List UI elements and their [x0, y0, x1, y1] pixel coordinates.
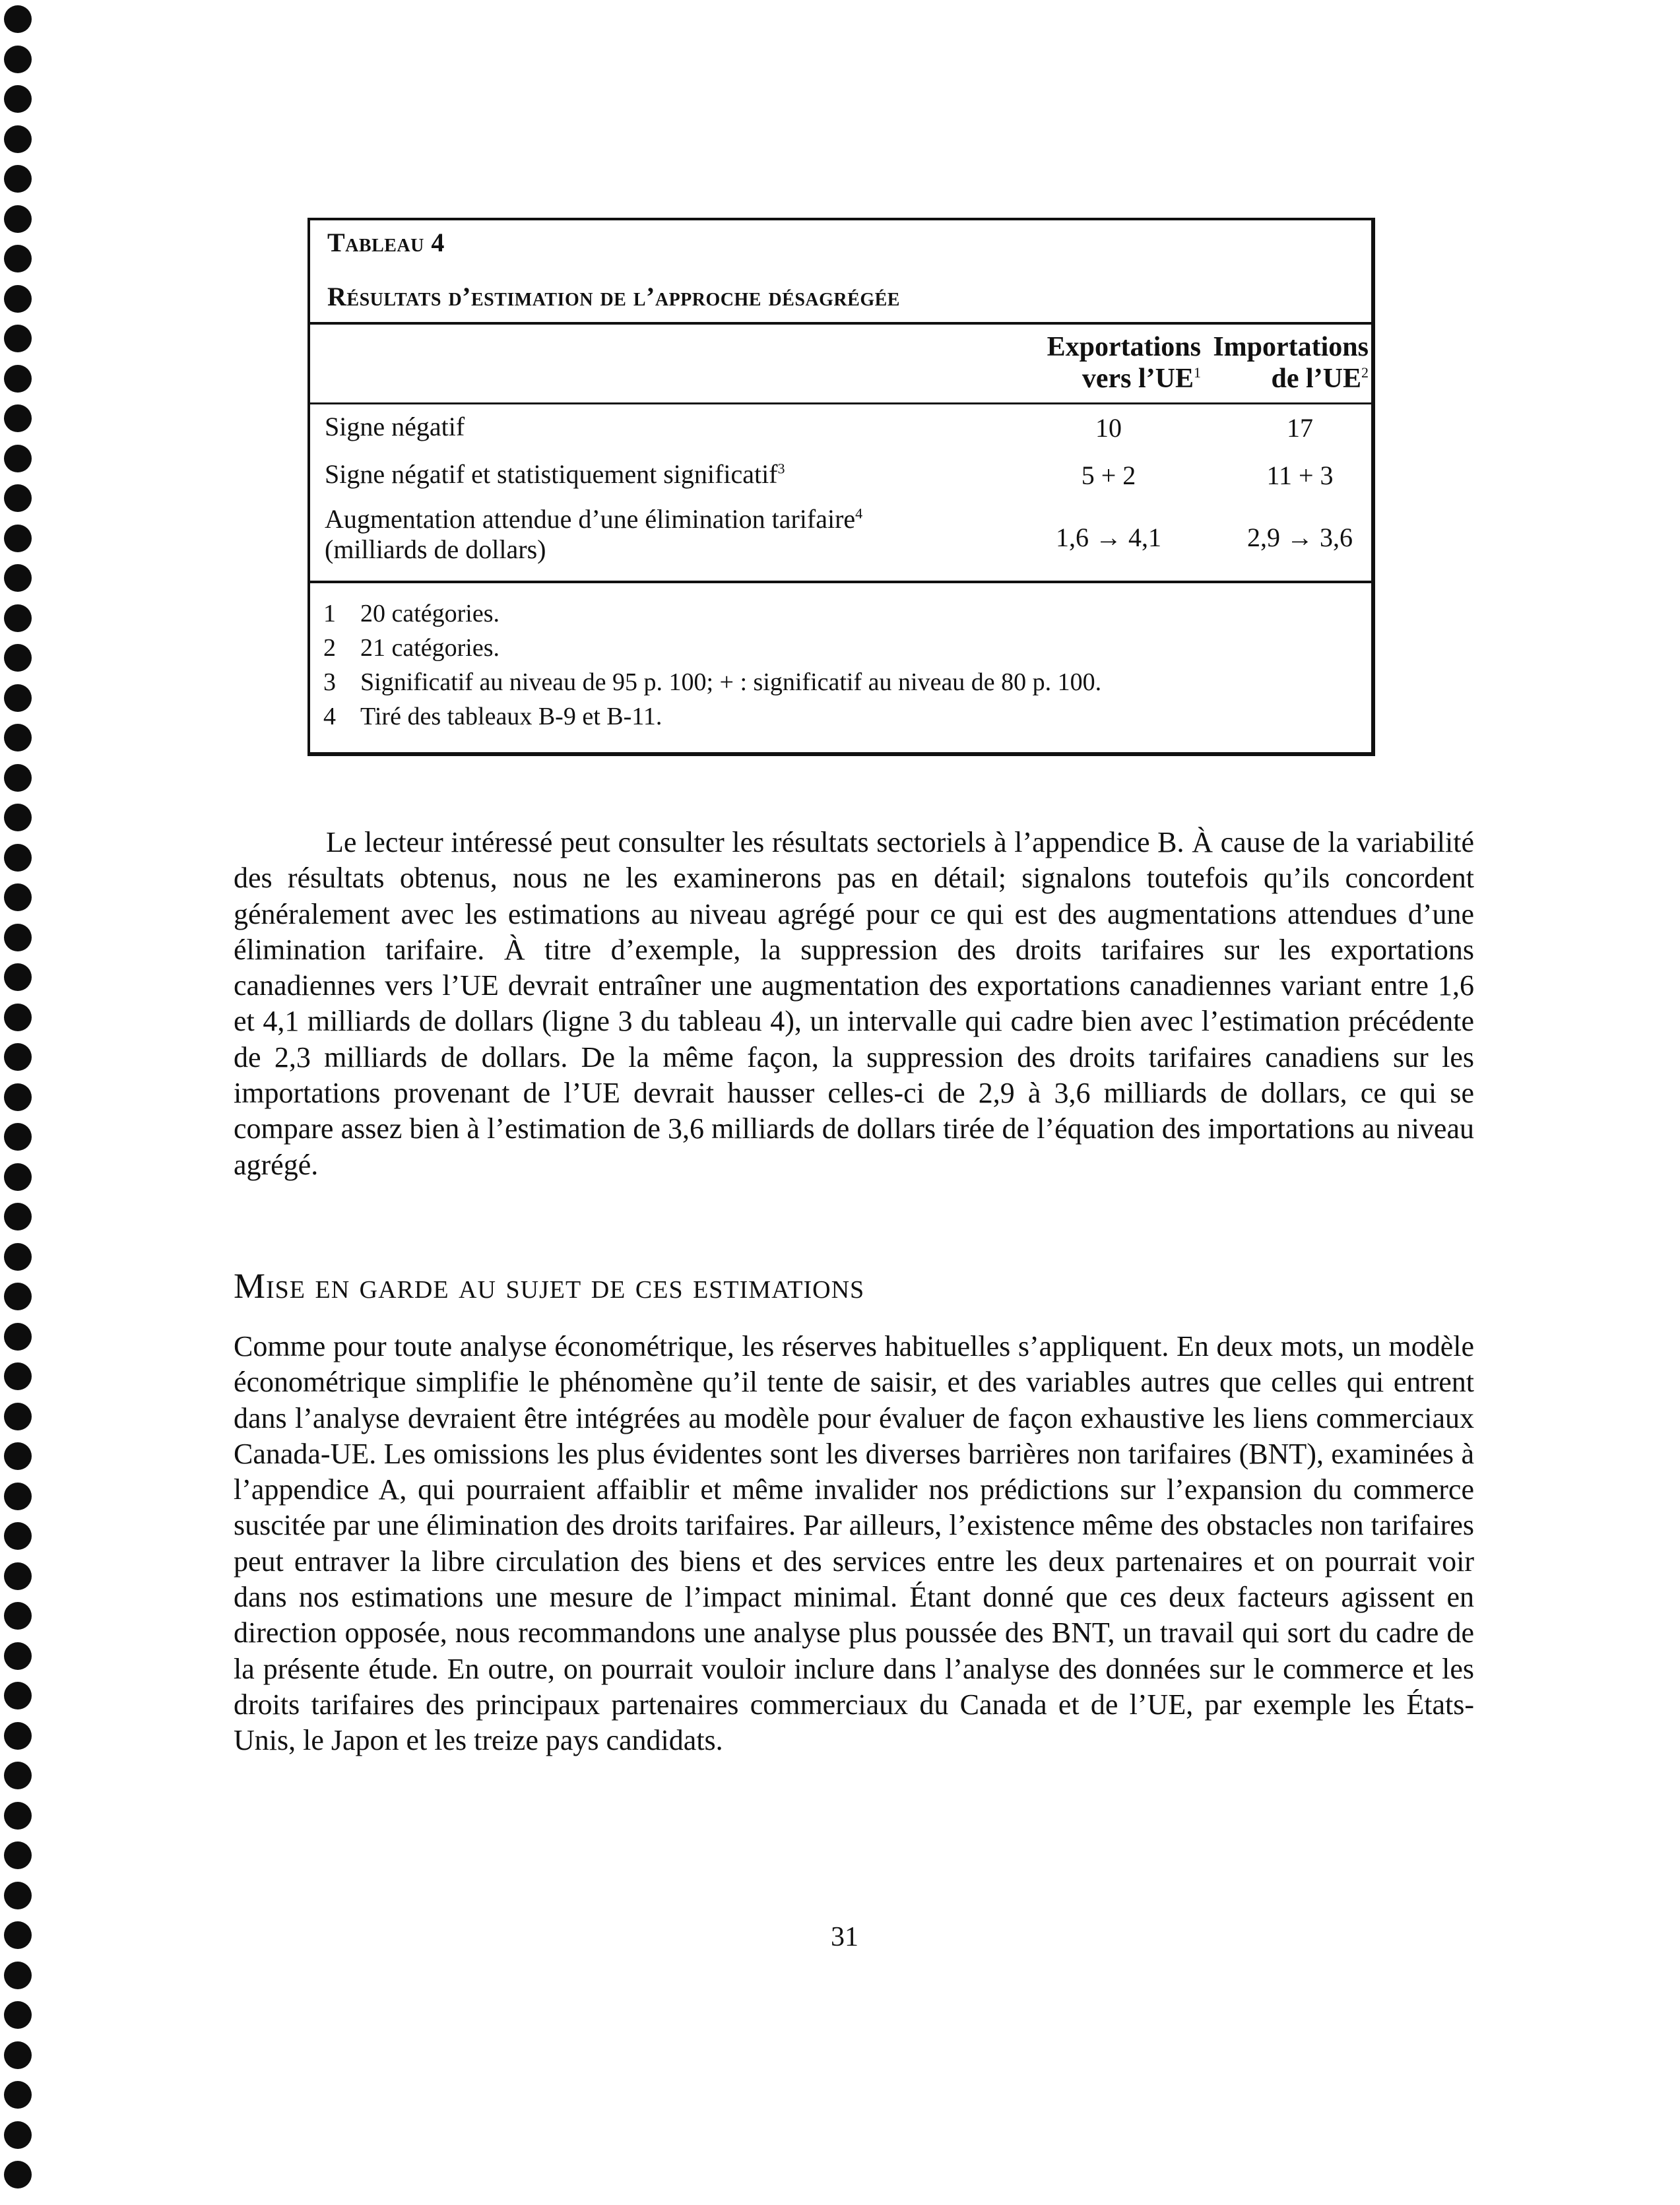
- footnote-ref: 3: [777, 460, 785, 477]
- column-header-exports-line1: Exportations: [1047, 332, 1201, 362]
- table-title: Résultats d’estimation de l’approche désagrégée: [327, 282, 900, 311]
- binding-hole: [4, 365, 32, 393]
- binding-hole: [4, 1362, 32, 1390]
- binding-hole: [4, 2001, 32, 2029]
- footnote-ref: 2: [1361, 364, 1369, 381]
- column-header-imports-line2: de l’UE: [1271, 364, 1361, 394]
- binding-hole: [4, 1283, 32, 1310]
- binding-hole: [4, 85, 32, 113]
- binding-hole: [4, 564, 32, 592]
- footnote-ref: 4: [855, 505, 863, 522]
- binding-hole: [4, 804, 32, 831]
- footnote: 1 20 catégories.: [323, 600, 500, 627]
- binding-hole: [4, 1203, 32, 1230]
- footnote: 4 Tiré des tableaux B-9 et B-11.: [323, 703, 662, 730]
- binding-hole: [4, 325, 32, 352]
- column-header-exports: [1010, 331, 1201, 395]
- table-rule: [310, 402, 1371, 404]
- table-row-label: Augmentation attendue d’une élimination tarifaire$^4$ (milliards de dollars): [325, 504, 863, 564]
- binding-hole: [4, 46, 32, 73]
- binding-hole: [4, 1043, 32, 1071]
- table-rule: [310, 581, 1371, 583]
- binding-hole: [4, 245, 32, 272]
- binding-hole: [4, 1562, 32, 1590]
- binding-hole: [4, 844, 32, 872]
- body-paragraph: Le lecteur intéressé peut consulter les résultats sectoriels à l’appendice B. À cause de la variabilité des résultats obtenus, nous ne les examinerons pas en détail; signalons toutefois qu’ils concordent généralement avec les estimations au niveau agrégé pour ce qui est des augmentations attendues d’une élimination tarifaire. À titre d’exemple, la suppression des droits tarifaires sur les exportations canadiennes vers l’UE devrait entraîner une augmentation des exportations canadiennes variant entre 1,6 et 4,1 milliards de dollars (ligne 3 du tableau 4), un intervalle qui cadre bien avec l’estimation précédente de 2,3 milliards de dollars. De la même façon, la suppression des droits tarifaires canadiens sur les importations provenant de l’UE devrait hausser celles-ci de 2,9 à 3,6 milliards de dollars, ce qui se compare assez bien à l’estimation de 3,6 milliards de dollars tirée de l’équation des importations au niveau agrégé.: [234, 826, 1474, 1181]
- table-cell-exports: 5 + 2: [1081, 461, 1136, 490]
- binding-hole: [4, 2161, 32, 2189]
- column-header-imports-line1: Importations: [1213, 332, 1369, 362]
- binding-hole: [4, 764, 32, 792]
- table-rule: [310, 322, 1371, 325]
- binding-hole: [4, 205, 32, 233]
- binding-hole: [4, 883, 32, 911]
- column-header-imports: [1208, 331, 1369, 395]
- binding-hole: [4, 2121, 32, 2149]
- binding-hole: [4, 2041, 32, 2069]
- binding-hole: [4, 1243, 32, 1271]
- binding-hole: [4, 684, 32, 712]
- binding-hole: [4, 1962, 32, 1989]
- binding-hole: [4, 125, 32, 153]
- page-number: 31: [831, 1922, 858, 1952]
- binding-hole: [4, 484, 32, 512]
- section-heading: Mise en garde au sujet de ces estimations: [234, 1266, 865, 1306]
- binding-hole: [4, 924, 32, 951]
- footnote: 2 21 catégories.: [323, 634, 500, 662]
- binding-hole: [4, 1841, 32, 1869]
- binding-hole: [4, 525, 32, 552]
- table-cell-exports: 1,6 → 4,1: [1056, 523, 1161, 552]
- binding-hole: [4, 1921, 32, 1949]
- binding-hole: [4, 1403, 32, 1430]
- table-row-label-line2: (milliards de dollars): [325, 534, 546, 564]
- binding-hole: [4, 445, 32, 472]
- footnote: 3 Significatif au niveau de 95 p. 100; + : significatif au niveau de 80 p. 100.: [323, 668, 1102, 696]
- binding-hole: [4, 2081, 32, 2109]
- footnote-ref: 1: [1194, 364, 1201, 381]
- table-footnotes: [323, 596, 1101, 734]
- table-label: Tableau 4: [327, 228, 445, 257]
- binding-hole: [4, 1483, 32, 1510]
- binding-hole: [4, 644, 32, 672]
- binding-hole: [4, 963, 32, 991]
- binding-hole: [4, 1762, 32, 1789]
- column-header-exports-line2: vers l’UE: [1082, 364, 1194, 394]
- table-row-label: Signe négatif et statistiquement significatif$^3$: [325, 459, 785, 489]
- table-cell-exports: 10: [1095, 413, 1122, 443]
- binding-hole: [4, 1882, 32, 1909]
- binding-hole: [4, 1722, 32, 1750]
- table-row-label: Signe négatif: [325, 412, 465, 441]
- binding-hole: [4, 1123, 32, 1151]
- binding-hole: [4, 724, 32, 751]
- binding-holes: [0, 0, 40, 2205]
- binding-hole: [4, 1802, 32, 1830]
- binding-hole: [4, 604, 32, 632]
- binding-hole: [4, 1602, 32, 1630]
- binding-hole: [4, 285, 32, 313]
- binding-hole: [4, 1442, 32, 1470]
- binding-hole: [4, 1522, 32, 1550]
- binding-hole: [4, 5, 32, 33]
- results-table: [307, 218, 1375, 756]
- binding-hole: [4, 1163, 32, 1191]
- table-cell-imports: 2,9 → 3,6: [1247, 523, 1353, 552]
- binding-hole: [4, 1682, 32, 1710]
- binding-hole: [4, 1083, 32, 1111]
- body-paragraph: Comme pour toute analyse économétrique, les réserves habituelles s’appliquent. En deux mots, un modèle économétrique simplifie le phénomène qu’il tente de saisir, et des variables autres que celles qui entrent dans l’analyse devraient être intégrées au modèle pour évaluer de façon exhaustive les liens commerciaux Canada-UE. Les omissions les plus évidentes sont les diverses barrières non tarifaires (BNT), examinées à l’appendice A, qui pourraient affaiblir et même invalider nos prédictions sur l’expansion du commerce suscitée par une élimination des droits tarifaires. Par ailleurs, l’existence même des obstacles non tarifaires peut entraver la libre circulation des biens et des services entre les deux partenaires et on pourrait voir dans nos estimations une mesure de l’impact minimal. Étant donné que ces deux facteurs agissent en direction opposée, nous recommandons une analyse plus poussée des BNT, un travail qui sort du cadre de la présente étude. En outre, on pourrait vouloir inclure dans l’analyse des données sur le commerce et les droits tarifaires des principaux partenaires commerciaux du Canada et de l’UE, par exemple les États-Unis, le Japon et les treize pays candidats.: [234, 1330, 1474, 1757]
- table-cell-imports: 11 + 3: [1266, 461, 1334, 490]
- binding-hole: [4, 1004, 32, 1031]
- binding-hole: [4, 1323, 32, 1351]
- binding-hole: [4, 1642, 32, 1670]
- table-cell-imports: 17: [1287, 413, 1313, 443]
- binding-hole: [4, 165, 32, 193]
- binding-hole: [4, 404, 32, 432]
